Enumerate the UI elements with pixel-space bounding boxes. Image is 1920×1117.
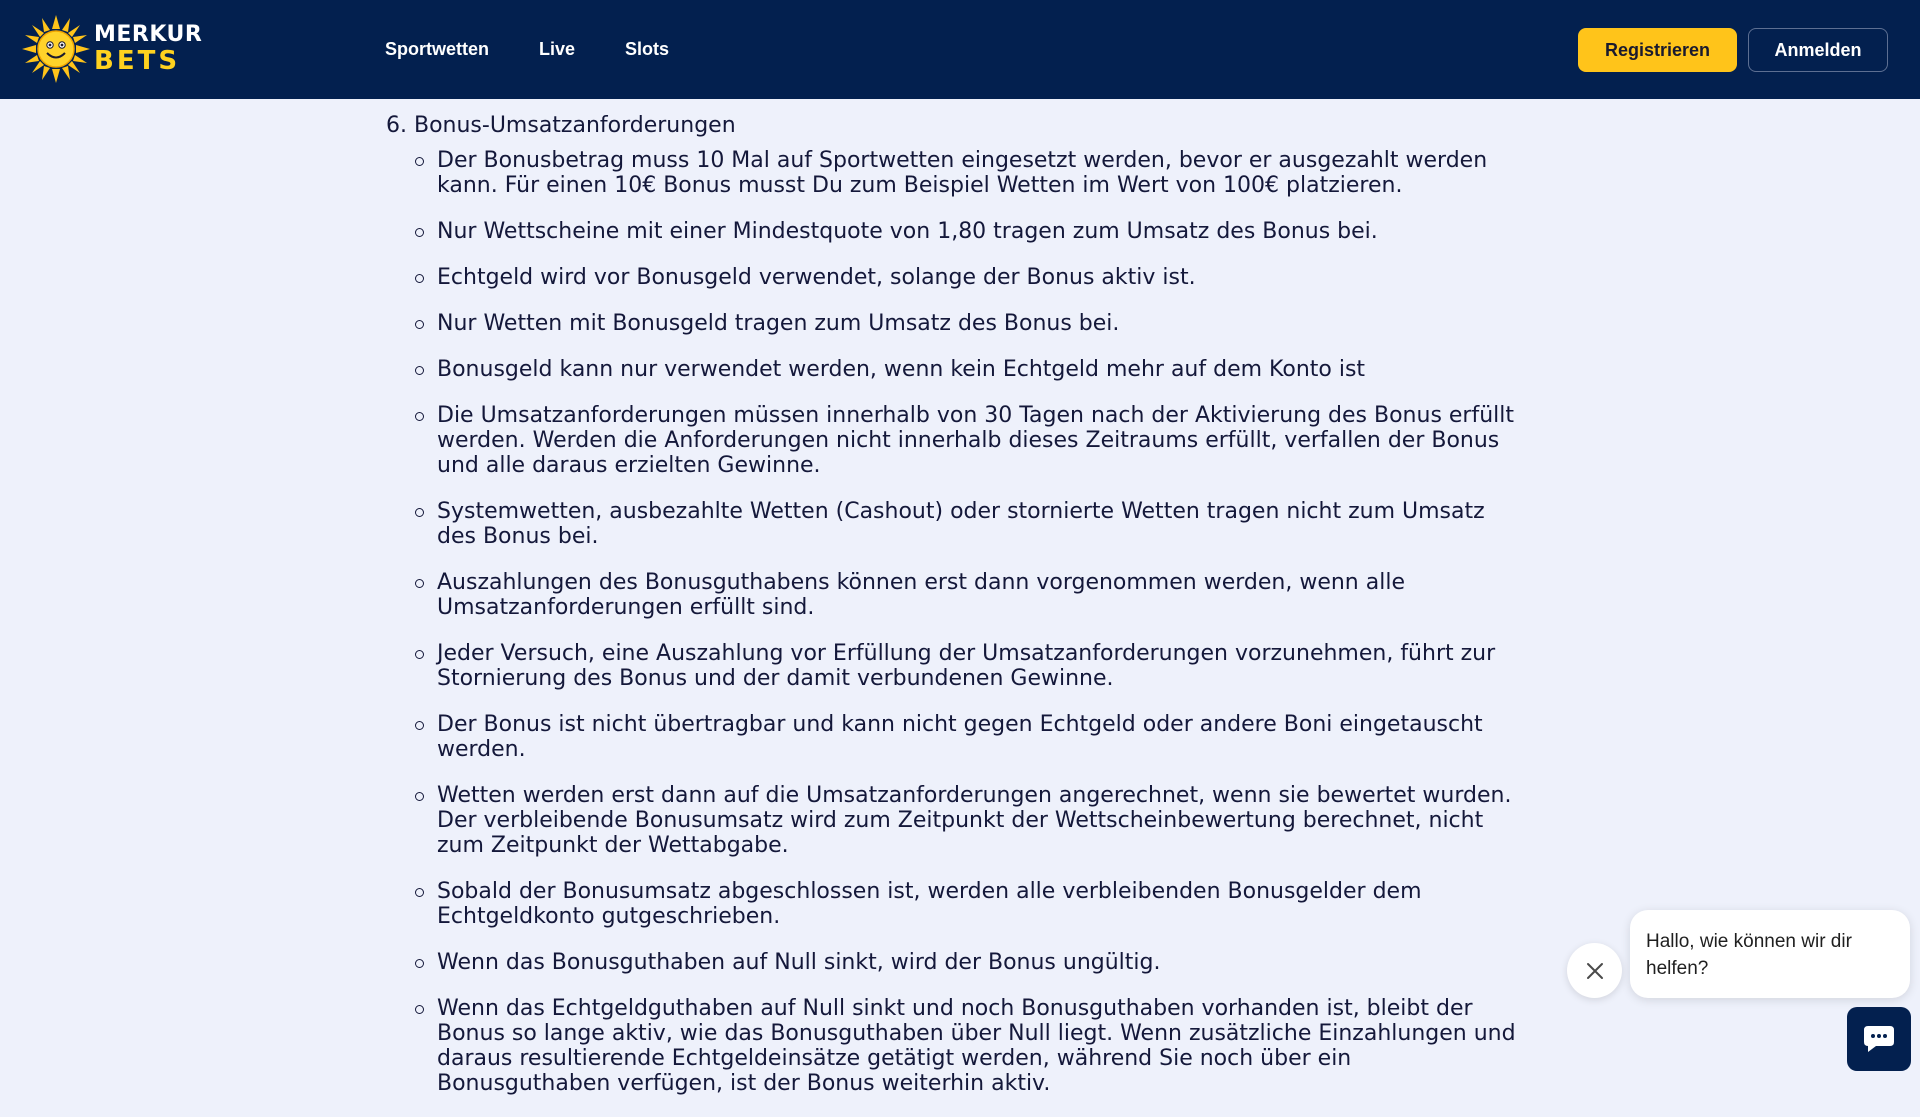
terms-content [386, 112, 1518, 1117]
list-item [386, 641, 1518, 691]
list-item [386, 499, 1518, 549]
nav-link-slots[interactable]: Slots [625, 39, 670, 59]
bullet-icon [415, 1005, 424, 1014]
logo-text-merkur: MERKUR [94, 22, 203, 47]
rule-text: Die Umsatzanforderungen müssen innerhalb von 30 Tagen nach der Aktivierung des Bonus erfüllt werden. Werden die Anforderungen nicht innerhalb dieses Zeitraums erfüllt, verfallen der Bonus und alle daraus erzielten Gewinne. [437, 403, 1515, 478]
rule-text: Der Bonus ist nicht übertragbar und kann nicht gegen Echtgeld oder andere Boni eingetauscht werden. [437, 712, 1483, 762]
register-button[interactable]: Registrieren [1578, 28, 1737, 72]
bullet-icon [415, 320, 424, 329]
list-item [386, 219, 1518, 244]
bullet-icon [415, 228, 424, 237]
rule-text: Bonusgeld kann nur verwendet werden, wenn kein Echtgeld mehr auf dem Konto ist [437, 357, 1366, 382]
list-item [386, 783, 1518, 858]
rule-text: Der Bonusbetrag muss 10 Mal auf Sportwetten eingesetzt werden, bevor er ausgezahlt werden kann. Für einen 10€ Bonus musst Du zum Beispiel Wetten im Wert von 100€ platzieren. [437, 148, 1488, 198]
bullet-icon [415, 888, 424, 897]
chat-launcher-button[interactable] [1847, 1007, 1911, 1071]
rule-text: Systemwetten, ausbezahlte Wetten (Cashout) oder stornierte Wetten tragen nicht zum Umsatz des Bonus bei. [437, 499, 1485, 549]
bullet-icon [415, 366, 424, 375]
list-item [386, 879, 1518, 929]
rule-text: Wenn das Bonusguthaben auf Null sinkt, wird der Bonus ungültig. [437, 950, 1161, 975]
rule-text: Echtgeld wird vor Bonusgeld verwendet, solange der Bonus aktiv ist. [437, 265, 1196, 290]
bullet-icon [415, 959, 424, 968]
bonus-rules-list [386, 148, 1518, 1096]
rule-text: Jeder Versuch, eine Auszahlung vor Erfüllung der Umsatzanforderungen vorzunehmen, führt zur Stornierung des Bonus und der damit verbundenen Gewinne. [437, 641, 1496, 691]
list-item [386, 950, 1518, 975]
top-navigation-bar [0, 0, 1920, 99]
chat-greeting-text: Hallo, wie können wir dir helfen? [1646, 931, 1852, 979]
rule-text: Auszahlungen des Bonusguthabens können erst dann vorgenommen werden, wenn alle Umsatzanforderungen erfüllt sind. [437, 570, 1405, 620]
login-button[interactable]: Anmelden [1748, 28, 1888, 72]
bullet-icon [415, 721, 424, 730]
bullet-icon [415, 579, 424, 588]
list-item [386, 148, 1518, 198]
bullet-icon [415, 412, 424, 421]
logo-text-bets: BETS [94, 46, 181, 76]
rule-text: Wenn das Echtgeldguthaben auf Null sinkt und noch Bonusguthaben vorhanden ist, bleibt der Bonus so lange aktiv, wie das Bonusguthaben über Null liegt. Wenn zusätzliche Einzahlungen und daraus resultierende Echtgeldeinsätze getätigt werden, während Sie noch über ein Bonusguthaben verfügen, ist der Bonus weiterhin aktiv. [437, 996, 1516, 1096]
list-item [386, 311, 1518, 336]
rule-text: Sobald der Bonusumsatz abgeschlossen ist, werden alle verbleibenden Bonusgelder dem Echtgeldkonto gutgeschrieben. [437, 879, 1422, 929]
bullet-icon [415, 792, 424, 801]
sun-mascot-icon [22, 15, 90, 83]
list-item [386, 712, 1518, 762]
list-item [386, 357, 1518, 382]
list-item [386, 403, 1518, 478]
merkur-bets-logo[interactable] [22, 15, 202, 83]
bullet-icon [415, 650, 424, 659]
chat-close-button[interactable] [1567, 943, 1622, 998]
rule-text: Nur Wetten mit Bonusgeld tragen zum Umsatz des Bonus bei. [437, 311, 1120, 336]
close-icon [1586, 962, 1604, 980]
bullet-icon [415, 274, 424, 283]
rule-text: Nur Wettscheine mit einer Mindestquote von 1,80 tragen zum Umsatz des Bonus bei. [437, 219, 1378, 244]
nav-link-live[interactable]: Live [539, 39, 576, 59]
list-item [386, 570, 1518, 620]
nav-link-sportwetten[interactable]: Sportwetten [385, 39, 490, 59]
chat-icon [1862, 1024, 1896, 1054]
bullet-icon [415, 157, 424, 166]
list-item [386, 265, 1518, 290]
list-item [386, 996, 1518, 1096]
main-nav [385, 0, 719, 99]
bullet-icon [415, 508, 424, 517]
section-title: 6. Bonus-Umsatzanforderungen [386, 113, 736, 138]
chat-greeting-bubble[interactable] [1630, 910, 1910, 998]
rule-text: Wetten werden erst dann auf die Umsatzanforderungen angerechnet, wenn sie bewertet wurden. Der verbleibende Bonusumsatz wird zum Zeitpunkt der Wettscheinbewertung berechnet, nicht zum Zeitpunkt der Wettabgabe. [437, 783, 1512, 858]
